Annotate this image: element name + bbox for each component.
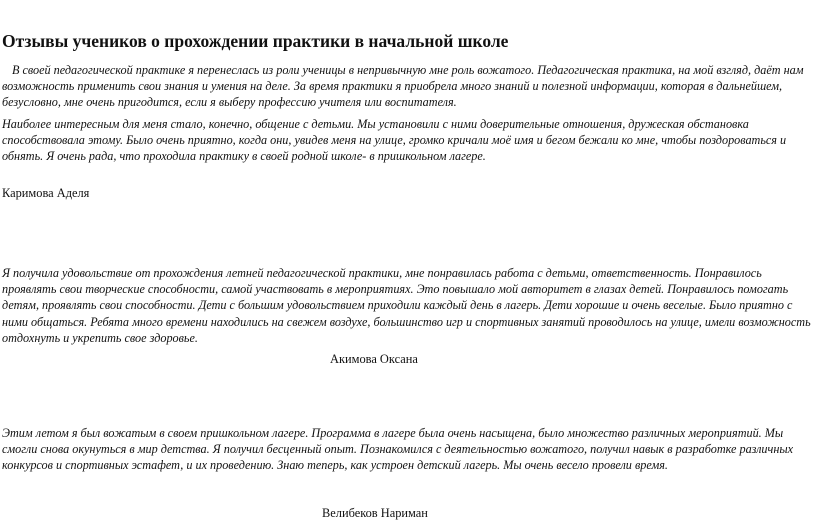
review-3-paragraph: Этим летом я был вожатым в своем пришкольном лагере. Программа в лагере была очень насыщена, было множество различных мероприятий. Мы смогли снова окунуться в мир детства. Я получил бесценный опыт. Познакомился с деятельностью вожатого, получил навык в разработке различных конкурсов и спортивных эстафет, и их проведению. Знаю теперь, как устроен детский лагерь. Мы очень весело провели время.	[2, 426, 794, 473]
review-1-author: Каримова Аделя	[2, 186, 90, 200]
review-3-author: Велибеков Нариман	[322, 506, 428, 520]
review-1-paragraph-1: В своей педагогической практике я перенеслась из роли ученицы в непривычную мне роль вожатого. Педагогическая практика, на мой взгляд, даёт нам возможность применить свои знания и умения на деле. За время практики я приобрела много знаний и полезной информации, которая в дальнейшем, безусловно, мне очень пригодится, если я выберу профессию учителя или воспитателя.	[2, 63, 804, 110]
document-title: Отзывы учеников о прохождении практики в начальной школе	[2, 31, 509, 51]
review-2-paragraph: Я получила удовольствие от прохождения летней педагогической практики, мне понравилась работа с детьми, ответственность. Понравилось проявлять свои творческие способности, самой участвовать в мероприятиях. Это повышало мой авторитет в глазах детей. Понравилось помогать детям, проявлять свои способности. Дети с большим удовольствием приходили каждый день в лагерь. Дети хорошие и очень веселые. Было приятно с ними общаться. Ребята много времени находились на свежем воздухе, большинство игр и спортивных занятий проводилось на улице, имели возможность отдохнуть и укрепить свое здоровье.	[2, 266, 811, 345]
review-2-author: Акимова Оксана	[330, 352, 418, 366]
review-1-paragraph-2: Наиболее интересным для меня стало, конечно, общение с детьми. Мы установили с ними доверительные отношения, дружеская обстановка способствовала этому. Было очень приятно, когда они, увидев меня на улице, громко кричали моё имя и бегом бежали ко мне, чтобы поздороваться и обнять. Я очень рада, что проходила практику в своей родной школе- в пришкольном лагере.	[2, 117, 787, 164]
